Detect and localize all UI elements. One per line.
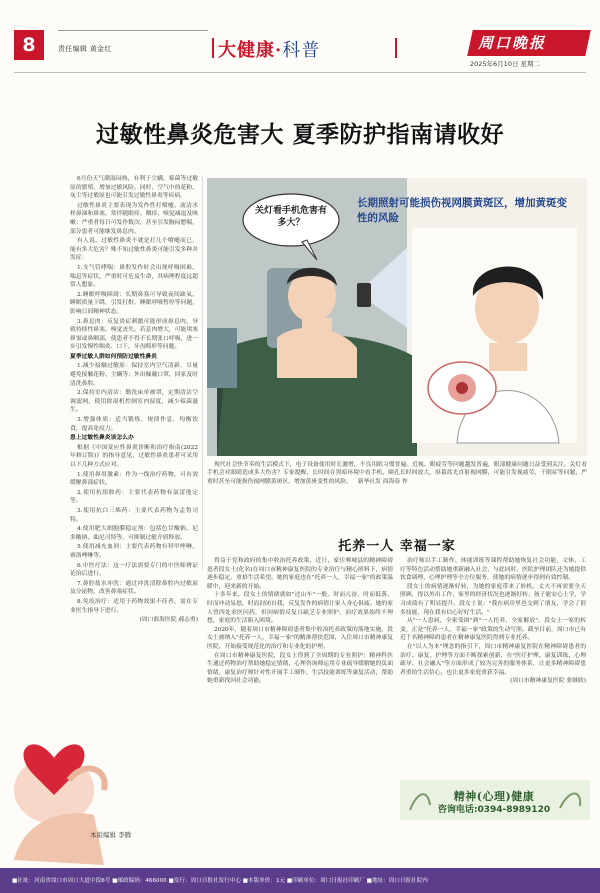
article-paragraph: 4.使用肥大细胞膜稳定剂：包括色甘酸钠、尼多酸钠、曲尼司特等，可抑制过敏介质释放。 <box>70 526 198 541</box>
article-subheading: 患上过敏性鼻炎该怎么办 <box>70 435 134 442</box>
article-paragraph: 2.使用抗组胺药：主要代表药物有氯雷他定等。 <box>70 489 198 505</box>
promo-title: 精神(心理)健康 <box>453 790 535 803</box>
editor-credit: 责任编辑 黄金红 <box>58 45 112 53</box>
article-paragraph: 有人说，过敏性鼻炎不就是打几个喷嚏而已，能有多大危害？殊不知过敏性鼻炎可能引发多种并发症： <box>70 238 198 262</box>
footer-info: ■社址：河南省周口市周口大道中段6号 ■邮政编码：466000 ■发行：周口日报社发行中心 ■本版单价：1元 ■印刷单位：周口日报社印刷厂 ■地址：周口日报社院内 <box>12 878 428 884</box>
story-paragraph: 2020年，随着周口市精神障碍患者集中收治托养政策的落地实施，段女士被纳入"托养一人，幸福一家"的精准帮扶范围，入住周口市精神康复医院，开始接受规范化的治疗和专业化的护理。 <box>207 626 393 650</box>
article-paragraph: 6月份天气潮湿闷热，有利于尘螨、霉菌等过敏原的繁殖，增加过敏风险。同时，空气中的花粉、灰尘等过敏原也可能引发过敏性鼻炎等疾病。 <box>70 176 198 200</box>
page-editor-credit: 本版编辑 李腾 <box>90 831 132 839</box>
column-title-main: 大健康 <box>218 40 275 61</box>
article-paragraph: 1.减少接触过敏原：保持室内空气清新，尽量避免接触花粉、尘螨等；外出佩戴口罩，回家及时清洗鼻腔。 <box>70 363 198 387</box>
column-title-sub: 科普 <box>282 40 321 61</box>
article-paragraph: 1.使用鼻用激素：作为一线治疗药物，可有效缓解鼻部症状。 <box>70 471 198 487</box>
article-paragraph: 过敏性鼻炎主要表现为发作性打喷嚏、流清水样鼻涕和鼻塞，常伴随眼痒、咽痒、嗅觉减退及咳嗽；严重者每日可发作数次，甚至引发胸闷憋喘，部分患者可能继发鼻息肉。 <box>70 202 198 235</box>
paper-logo-text: 周口晚报 <box>478 34 547 52</box>
main-headline: 过敏性鼻炎危害大 夏季防护指南请收好 <box>95 121 504 148</box>
column-title-bar-right <box>395 38 397 58</box>
article-paragraph: 7.鼻腔盐水冲洗：通过冲洗清除鼻腔内过敏原及分泌物，改善鼻塞症状。 <box>70 580 198 596</box>
article-paragraph: 3.鼻息肉：反复炎症刺激可能形成鼻息肉，导致持续性鼻塞、嗅觉丧失。若息肉增大，可能堵塞鼻窦或鼻咽部，使患者不得不长期张口呼吸，进一步引发慢性咽炎、口干、牙齿畸形等问题。 <box>70 318 198 351</box>
article-paragraph: 2.睡眠呼吸障碍：长期鼻塞可导致夜间缺氧、睡眠质量下降，引发打鼾、睡眠呼吸暂停等问题，影响日间精神状态。 <box>70 291 198 315</box>
article-source: (周口淮海医院 郝志勇) <box>139 617 198 624</box>
column-title-bar-left <box>212 38 214 58</box>
story-paragraph: 从"一人患病，全家受困"到"一人托养，全家解放"，段女士一家的转变，正是"托养一人，幸福一家"政策的生动写照。截至目前，周口市已有近千名精神障碍患者在精神康复医院得到专业托养。 <box>400 618 586 642</box>
header-divider <box>14 72 586 73</box>
story-paragraph: 在周口市精神康复医院，段女士得到了全周期的专业照护：精神科医生通过药物治疗帮助她稳定情绪，心理咨询师运用专业疏导缓解她的负面情绪，康复治疗师针对性开展手工制作、生活技能训练等康复活动，帮助她重新找回社会功能。 <box>207 652 393 685</box>
article-paragraph: 6.中医疗法：这一疗法需要专门的中医师辨证论治后进行。 <box>70 562 198 578</box>
issue-date: 2025年6月10日 星期二 <box>470 60 541 68</box>
caption-text: 现代社会快节奏的生活模式下，电子设备使用时长激增，不良用眼习惯普遍。近视、眼疲劳等问题越发普遍，眼部健康问题日益受到关注。关灯看手机会对眼睛造成多大伤害？专家提醒，长时间在黑暗环境中看手机，瞳孔长时间放大，屏幕蓝光直射视网膜，可能引发视疲劳、干眼症等问题，严重时甚至可能损伤视网膜黄斑区，增加黄斑变性的风险。 <box>207 462 587 485</box>
column-divider <box>202 175 203 570</box>
story-headline: 托养一人 幸福一家 <box>338 539 456 554</box>
allergy-article <box>70 175 198 626</box>
article-paragraph: 5.使用减充血剂：主要代表药物有羟甲唑啉、赛洛唑啉等。 <box>70 544 198 559</box>
promo-phone: 咨询电话:0394-8989120 <box>437 805 551 815</box>
column-title-dot: · <box>275 40 283 61</box>
story-paragraph: 十多年来，段女士的情绪就如"过山车"一般，时而亢奋、时而低落，时而冲动易怒，时而封闭自我，反复发作的病情让家人身心俱疲。她的家人曾四处求医问药，但因病情反复且缺乏专业照护，治疗效果始终不理想，家庭的生活陷入困境。 <box>207 592 393 625</box>
story-source: (周口市精神康复医院 张继联) <box>510 678 586 685</box>
article-paragraph: 3.使用抗白三烯药：主要代表药物为孟鲁司特。 <box>70 507 198 523</box>
header-rule <box>58 30 208 31</box>
page-number-badge: 8 <box>14 30 44 60</box>
article-subheading: 夏季过敏人群如何预防过敏性鼻炎 <box>70 353 157 360</box>
article-paragraph: 根据《中国变应性鼻炎诊断和治疗指南(2022年修订版)》的指导意见，过敏性鼻炎患者可采用以下几种方式应对。 <box>70 444 198 468</box>
article-paragraph: 1.支气管哮喘：鼻腔发作时会出现呼吸困难、喘息等症状，严重时可危及生命，其病理程度远超常人想象。 <box>70 264 198 289</box>
caption-source: 新华社发 商海春 作 <box>357 478 408 485</box>
story-paragraph: 治疗师以手工制作、体能训练等课程帮助她恢复社会功能，文体、工疗等特色活动帮助她重新融入社会，与此同时，医院护理团队还为她提供饮食调理、心理护理等全方位服务，使她的病情逐步得到有效控制。 <box>400 558 586 582</box>
story-paragraph: 段女士的病情逐渐好转，为她的家庭带来了转机。丈夫不再需要全天照顾，得以外出工作，家里的经济状况也逐渐好转；孩子能安心上学，学习成绩有了明显提升。段女士说："我在病房里也交到了朋友，学会了很多技能，现在我有信心好好生活。" <box>400 583 586 616</box>
article-paragraph: 3.增强体质：适当锻炼，规律作息，均衡饮食，提高免疫力。 <box>70 417 198 432</box>
speech-bubble-text: 关灯看手机危害有多大？ <box>254 206 327 228</box>
story-paragraph: 得益于党和政府的集中收治托养政策，近日，家住郸城县的精神障碍患者段女士(化名)在周口市精神康复医院的专业治疗与精心照料下，病情逐步稳定，重拾生活希望。她的家庭也在"托养一人，幸福一家"的政策温暖中，迎来新的开始。 <box>207 558 393 590</box>
article-paragraph: 2.保持室内清洁：勤洗床单被罩，定期清洁空调滤网，使用除湿机控制室内湿度，减少霉菌滋生。 <box>70 390 198 414</box>
illustration-title: 长期照射可能损伤视网膜黄斑区，增加黄斑变性的风险 <box>357 197 567 224</box>
illustration-caption <box>207 461 587 486</box>
story-column-left <box>207 557 393 686</box>
column-title <box>218 36 320 62</box>
article-paragraph: 8.免疫治疗：适用于药物效果不佳者，需在专业医生指导下进行。 <box>70 598 198 614</box>
story-paragraph: 在"以人为本"理念的指引下，周口市精神康复医院在精神障碍患者的治疗、康复、护理等方面不断探索创新，在"医疗护理、康复训练、心理疏导、社会融入"等方面形成了较为完善的服务体系，让更多精神障碍患者重拾生活信心，也让更多家庭重获幸福。 <box>400 643 586 676</box>
story-column-right <box>400 557 586 686</box>
